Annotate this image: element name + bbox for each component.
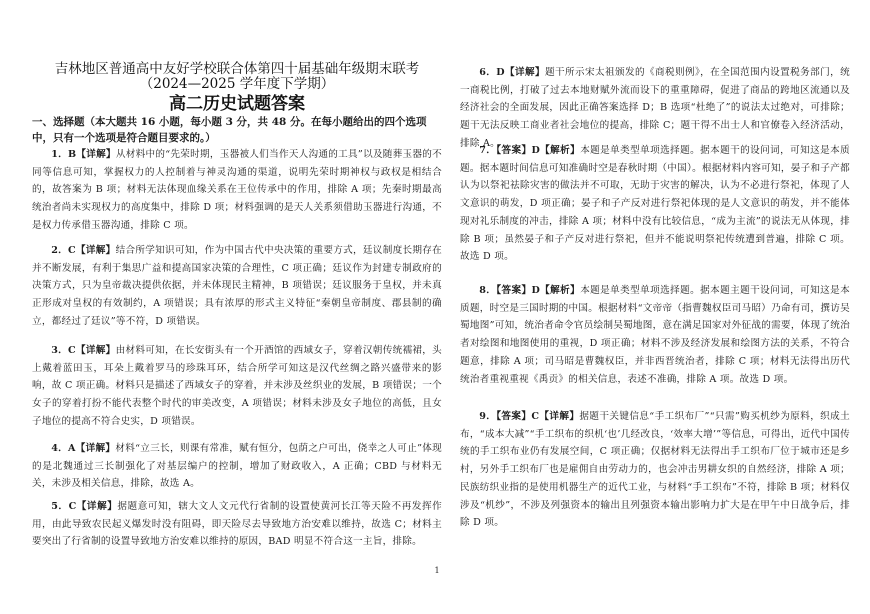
answer-label: 5．C【详解】 [51,501,118,512]
exam-title-line2: （2024—2025 学年度下学期） [139,76,335,92]
exam-title-line1: 吉林地区普通高中友好学校联合体第四十届基础年级期末联考 [54,61,420,77]
answer-item-8 [460,282,850,388]
answer-explanation: 由材料可知，在长安街头有一个开酒馆的西域女子，穿着汉朝传统襦裙，头上戴着蓝田玉，耳朵上戴着罗马的珍珠耳环，结合所学可知这是汉代丝绸之路兴盛带来的影响，故 C 项正确。材料只是描述了西域女子的穿着，并未涉及丝织业的发展，B 项错误；一个女子的穿着打扮不能代表整个时代的审美改变，A 项错误；材料未涉及女子地位的高低，且女子地位的提高不符合史实，D 项错误。 [32,345,443,427]
exam-title-line3: 高二历史试题答案 [169,94,305,114]
answer-item-6 [460,64,850,153]
answer-explanation: 据题意可知，辖大文人文元代行省制的设置使黄河长江等天险不再发挥作用，由此导致农民起义爆发时没有阻碍，即天险尽去导致地方治安难以维持，故选 C；材料主要突出了行省制的设置导致地方治安难以维持的原因，BAD 明显不符合这一主旨，排除。 [32,501,443,548]
answer-label: 8．【答案】D【解析】 [479,285,581,296]
page-number: 1 [434,566,440,575]
answer-explanation: 题干所示宋太祖颁发的《商税则例》，在全国范围内设置税务部门，统一商税比例，打破了过去本地财赋外流而设下的重重障碍，促进了商品的跨地区流通以及经济社会的全面发展，因此正确答案选择 D；B 选项“杜绝了”的说法太过绝对，可排除；题干无法反映工商业者社会地位的提高，排除 C；题干得不出士人和官僚卷入经济活动，排除 A。 [460,67,851,149]
answer-explanation: 从材料中的“先荣时期，玉器被人们当作天人沟通的工具”以及随葬玉器的不同等信息可知，掌握权力的人控制着与神灵沟通的渠道，说明先荣时期神权与政权是相结合的，故答案为 B 项；材料无法体现血缘关系在王位传承中的作用，排除 A 项；先秦时期最高统治者尚未实现权力的高度集中，排除 D 项；材料强调的是天人关系须借助玉器进行沟通，不是权力传承借玉器沟通，排除 C 项。 [32,149,442,231]
answer-explanation: 本题是单类型单项选择题。据本题干的设问词，可知这是本质题。据本题时间信息可知准确时空是春秋时期（中国）。根据材料内容可知，晏子和子产都认为以祭祀祛除灾害的做法并不可取，无助于灾害的解决，认为不必进行祭祀，体现了人文意识的萌发，D 项正确；晏子和子产反对进行祭祀体现的是人文意识的萌发，并不能体现对礼乐制度的冲击，排除 A 项；材料中没有比较信息，“成为主流”的说法无从体现，排除 B 项；虽然晏子和子产反对进行祭祀，但并不能说明祭祀传统遭到普遍，排除 C 项。故选 D 项。 [460,145,850,263]
answer-label: 3．C【详解】 [51,345,116,356]
answer-item-5 [32,498,442,551]
answer-item-7 [460,142,850,266]
answer-explanation: 材料“立三长，则课有常准，赋有恒分，包荫之户可出，侥幸之人可止”体现的是北魏通过三长制强化了对基层编户的控制，增加了财政收入，A 正确；CBD 与材料无关，未涉及相关信息，排除，故选 A。 [32,443,443,490]
answer-item-4 [32,440,442,493]
answer-label: 1．B【详解】 [51,149,116,160]
answer-item-9 [460,408,850,532]
answer-label: 9．【答案】C【详解】 [479,411,580,422]
answer-explanation: 据题干关键信息“手工织布厂”“只需”购买机纱为原料，织成土布，“成本大减”“手工织布的织机‘也’几经改良，‘效率大增’”等信息，可得出，近代中国传统的手工织布业仍有发展空间，C 项正确；仅据材料无法得出手工织布厂位于城市还是乡村，另外手工织布厂也是雇佣自由劳动力的，也会冲击男耕女织的自然经济，排除 A 项；民族纺织业指的是使用机器生产的近代工业，与材料“手工织布”不符，排除 B 项；材料仅涉及“机纱”，不涉及列强资本的输出且列强资本输出影响力扩大是在甲午中日战争后，排除 D 项。 [460,411,850,529]
answer-explanation: 结合所学知识可知，作为中国古代中央决策的重要方式，廷议制度长期存在并不断发展，有利于集思广益和提高国家决策的合理性，C 项正确；廷议作为封建专制政府的决策方式，只为皇帝裁决提供依据，并未体现民主精神，B 项错误；廷议服务于皇权，并未真正形成对皇权的有效制约，A 项错误；具有浓厚的形式主义特征“秦朝皇帝制度、郡县制的确立，都经过了廷议”等不符，D 项错误。 [32,245,443,327]
answer-explanation: 本题是单类型单项选择题。据本题主题干设问词，可知这是本质题，时空是三国时期的中国。根据材料“文帝帝（指曹魏权臣司马昭）乃命有司，撰访吴蜀地图”可知，统治者命令官员绘制吴蜀地图，意在满足国家对外征战的需要，体现了统治者对绘图和地图使用的重视，D 项正确；材料不涉及经济发展和绘图方法的关系，不符合题意，排除 A 项；司马昭是曹魏权臣，并非西晋统治者，排除 C 项；材料无法得出历代统治者重视重视《禹贡》的相关信息，表述不准确，排除 A 项。故选 D 项。 [460,285,850,385]
answer-label: 2．C【详解】 [51,245,116,256]
section-heading: 一、选择题（本大题共 16 小题，每小题 3 分，共 48 分。在每小题给出的四个选项中，只有一个选项是符合题目要求的。） [32,116,427,144]
answer-label: 4．A【详解】 [51,443,116,454]
answer-item-3 [32,342,442,431]
answer-label: 6．D【详解】 [479,67,545,78]
answer-label: 7．【答案】D【解析】 [479,145,581,156]
answer-item-2 [32,242,442,331]
answer-item-1 [32,146,442,235]
